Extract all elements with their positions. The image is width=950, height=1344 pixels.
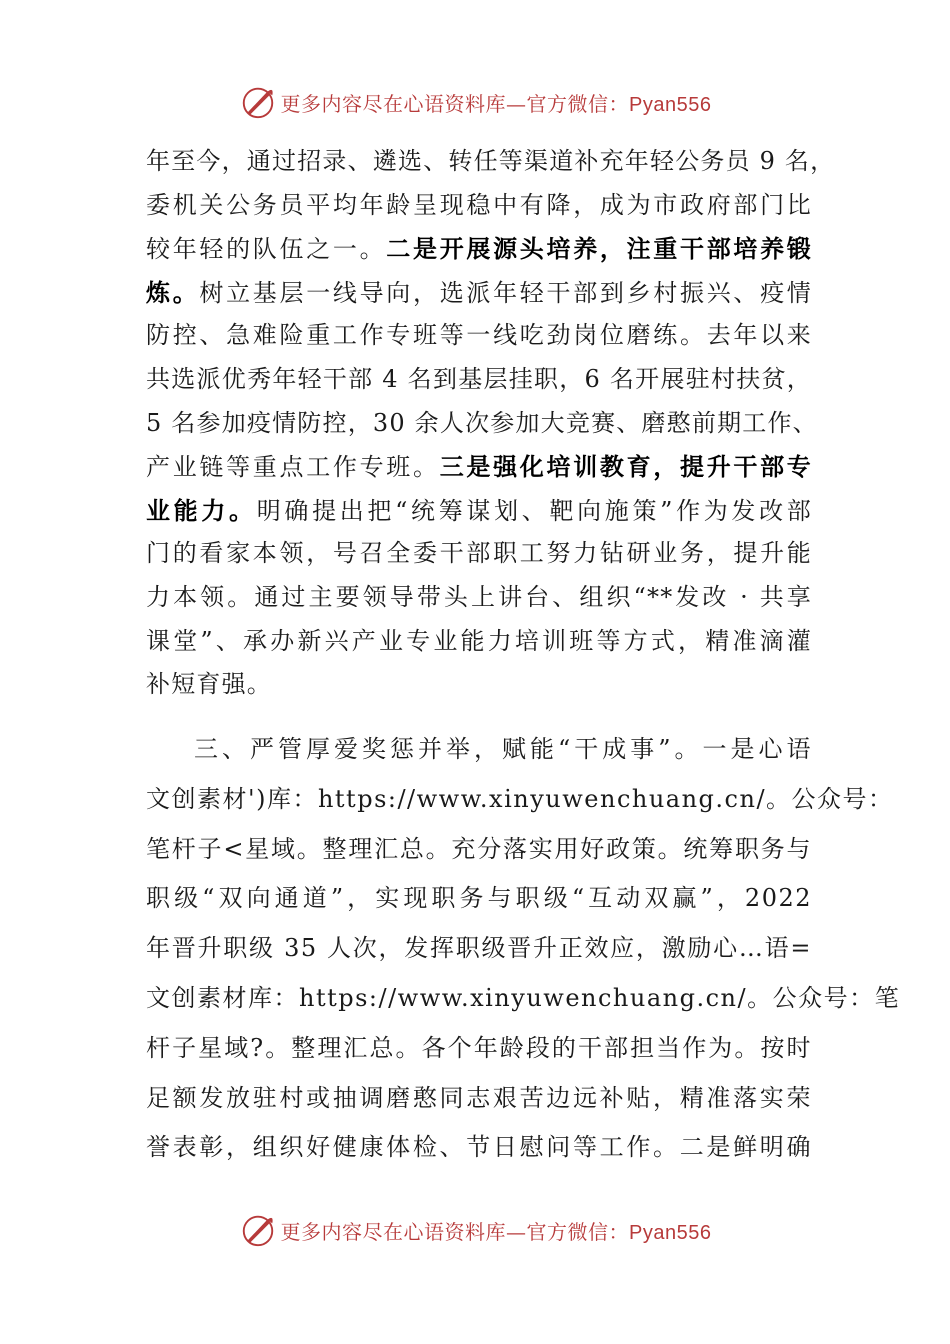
p1-bold-heading-3: 三是强化培训教育，提升干部专 [439,452,812,482]
p1-line-10: 门的看家本领，号召全委干部职工努力钻研业务，提升能 [146,539,812,568]
p2-line-5: 年晋升职级 35 人次，发挥职级晋升正效应，激励心…语= [146,934,812,963]
footer-banner-text: 更多内容尽在心语资料库—官方微信：Pyan556 [280,1219,712,1244]
p2-line-3: 笔杆子<星域。整理汇总。充分落实用好政策。统筹职务与 [146,834,812,863]
paragraph-2 [146,725,901,1173]
header-banner-text: 更多内容尽在心语资料库—官方微信：Pyan556 [280,91,712,116]
p1-line-8: 产业链等重点工作专班。三是强化培训教育，提升干部专 [146,452,812,482]
p1-line-9: 业能力。明确提出把“统筹谋划、靶向施策”作为发改部 [146,495,812,525]
p1-line-1: 年至今，通过招录、遴选、转任等渠道补充年轻公务员 9 名， [146,147,836,175]
p2-line-2: 文创素材')库：https://www.xinyuwenchuang.cn/。公众号： [146,784,894,813]
p1-bold-heading-2: 二是开展源头培养，注重干部培养锻 [386,234,812,264]
p1-line-3: 较年轻的队伍之一。二是开展源头培养，注重干部培养锻 [146,234,812,264]
footer-banner [0,1210,950,1250]
p2-line-4: 职级“双向通道”，实现职务与职级“互动双赢”，2022 [146,884,812,913]
p2-line-1: 三、严管厚爱奖惩并举，赋能“干成事”。一是心语 [194,735,812,763]
p1-line-5: 防控、急难险重工作专班等一线吃劲岗位磨练。去年以来 [146,321,812,350]
p1-line-2: 委机关公务员平均年龄呈现稳中有降，成为市政府部门比 [146,190,812,219]
p1-line-11: 力本领。通过主要领导带头上讲台、组织“**发改 · 共享 [146,582,812,611]
p2-line-9: 誉表彰，组织好健康体检、节日慰问等工作。二是鲜明确 [146,1133,812,1162]
paragraph-1 [146,140,836,707]
p1-bold-heading-3-end: 业能力。 [146,495,257,525]
p2-line-7: 杆子星域?。整理汇总。各个年龄段的干部担当作为。按时 [146,1033,812,1062]
quill-logo-icon [239,83,277,121]
footer-wechat-id: Pyan556 [629,1221,712,1244]
p2-line-6: 文创素材库：https://www.xinyuwenchuang.cn/。公众号：笔 [146,983,901,1012]
p1-line-7: 5 名参加疫情防控，30 余人次参加大竞赛、磨憨前期工作、 [146,408,818,437]
p1-line-13: 补短育强。 [146,670,272,699]
p2-line-8: 足额发放驻村或抽调磨憨同志艰苦边远补贴，精准落实荣 [146,1083,812,1112]
p1-bold-heading-2-end: 炼。 [146,277,200,307]
header-wechat-id: Pyan556 [629,93,712,116]
p1-line-6: 共选派优秀年轻干部 4 名到基层挂职，6 名开展驻村扶贫， [146,364,812,393]
p1-line-12: 课堂”、承办新兴产业专业能力培训班等方式，精准滴灌 [146,626,812,655]
quill-logo-icon [239,1211,277,1249]
p1-line-4: 炼。树立基层一线导向，选派年轻干部到乡村振兴、疫情 [146,277,812,307]
header-banner [0,82,950,122]
